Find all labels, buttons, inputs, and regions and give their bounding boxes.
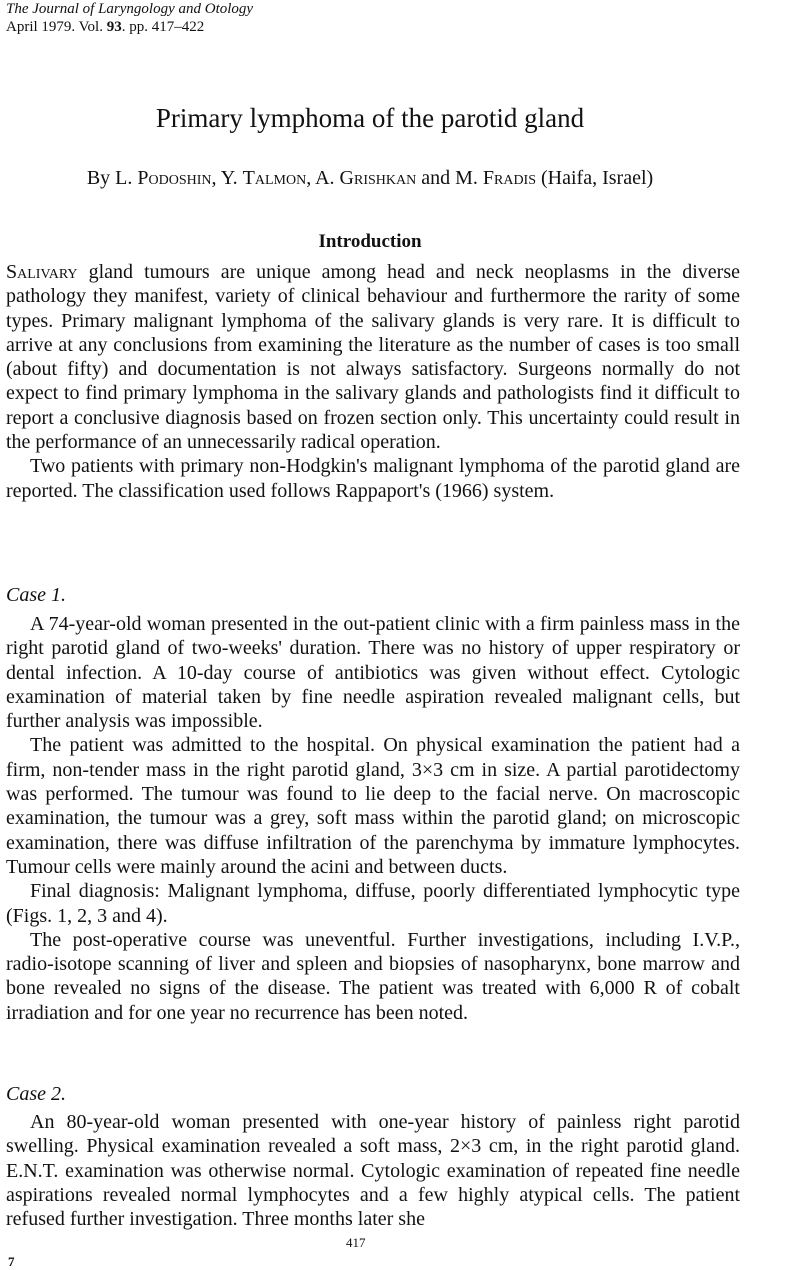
case-2-body [6, 1110, 740, 1231]
author-initial: and M. [416, 167, 483, 189]
paragraph: An 80-year-old woman presented with one-year history of painless right parotid swelling. Physical examination revealed a soft mass, 2×3 cm, in the right parotid gland. E.N.T. examination was otherwise normal. Cytologic examination of repeated fine needle aspirations revealed normal lymphocytes and a few highly atypical cells. The patient refused further investigation. Three months later she [6, 1111, 740, 1231]
volume-number: 93 [106, 19, 122, 35]
author-line [0, 165, 740, 191]
author-location: (Haifa, Israel) [536, 167, 654, 189]
paragraph-text: gland tumours are unique among head and neck neoplasms in the diverse pathology they manifest, variety of clinical behaviour and furthermore the rarity of some types. Primary malignant lymphoma of the salivary glands is very rare. It is difficult to arrive at any conclusions from examining the literature as the number of cases is too small (about fifty) and documentation is not always satisfactory. Surgeons normally do not expect to find primary lymphoma in the salivary glands and pathologists find it difficult to report a conclusive diagnosis based on frozen section only. This uncertainty could result in the performance of an unnecessarily radical operation. [6, 261, 740, 454]
author-name: Grishkan [339, 167, 417, 189]
page-number: 417 [346, 1235, 366, 1250]
drop-lead-word: Salivary [6, 261, 78, 283]
case-1-heading: Case 1. [6, 584, 66, 606]
case-1-body [6, 612, 740, 1025]
by-label: By [86, 167, 116, 189]
paragraph: The post-operative course was uneventful. Further investigations, including I.V.P., radio-isotope scanning of liver and spleen and biopsies of nasopharynx, bone marrow and bone revealed no signs of the disease. The patient was treated with 6,000 R of cobalt irradiation and for one year no recurrence has been noted. [6, 928, 740, 1024]
paragraph: A 74-year-old woman presented in the out-patient clinic with a firm painless mass in the right parotid gland of two-weeks' duration. There was no history of upper respiratory or dental infection. A 10-day course of antibiotics was given without effect. Cytologic examination of material taken by fine needle aspiration revealed malignant cells, but further analysis was impossible. [6, 613, 740, 733]
signature-mark: 7 [8, 1254, 15, 1269]
paragraph [6, 260, 740, 454]
paragraph: Two patients with primary non-Hodgkin's malignant lymphoma of the parotid gland are reported. The classification used follows Rappaport's (1966) system. [6, 455, 740, 502]
paragraph: The patient was admitted to the hospital. On physical examination the patient had a firm, non-tender mass in the right parotid gland, 3×3 cm in size. A partial parotidectomy was performed. The tumour was found to lie deep to the facial nerve. On macroscopic examination, the tumour was a grey, soft mass within the parotid gland; on microscopic examination, there was diffuse infiltration of the parenchyma by immature lymphocytes. Tumour cells were mainly around the acini and between ducts. [6, 734, 740, 878]
introduction-heading: Introduction [318, 231, 422, 252]
paragraph: Final diagnosis: Malignant lymphoma, diffuse, poorly differentiated lymphocytic type (Figs. 1, 2, 3 and 4). [6, 880, 740, 927]
author-name: Podoshin [137, 167, 212, 189]
author-name: Talmon [242, 167, 307, 189]
author-initial: L. [115, 167, 138, 189]
journal-name: The Journal of Laryngology and Otology [6, 1, 254, 17]
author-name: Fradis [482, 167, 537, 189]
author-initial: , Y. [211, 167, 243, 189]
issue-pages: . pp. 417–422 [121, 19, 205, 35]
author-initial: , A. [306, 167, 340, 189]
case-2-heading: Case 2. [6, 1083, 66, 1105]
article-title: Primary lymphoma of the parotid gland [155, 103, 585, 133]
issue-prefix: April 1979. Vol. [6, 19, 107, 35]
issue-info [6, 18, 204, 37]
introduction-body [6, 260, 740, 503]
